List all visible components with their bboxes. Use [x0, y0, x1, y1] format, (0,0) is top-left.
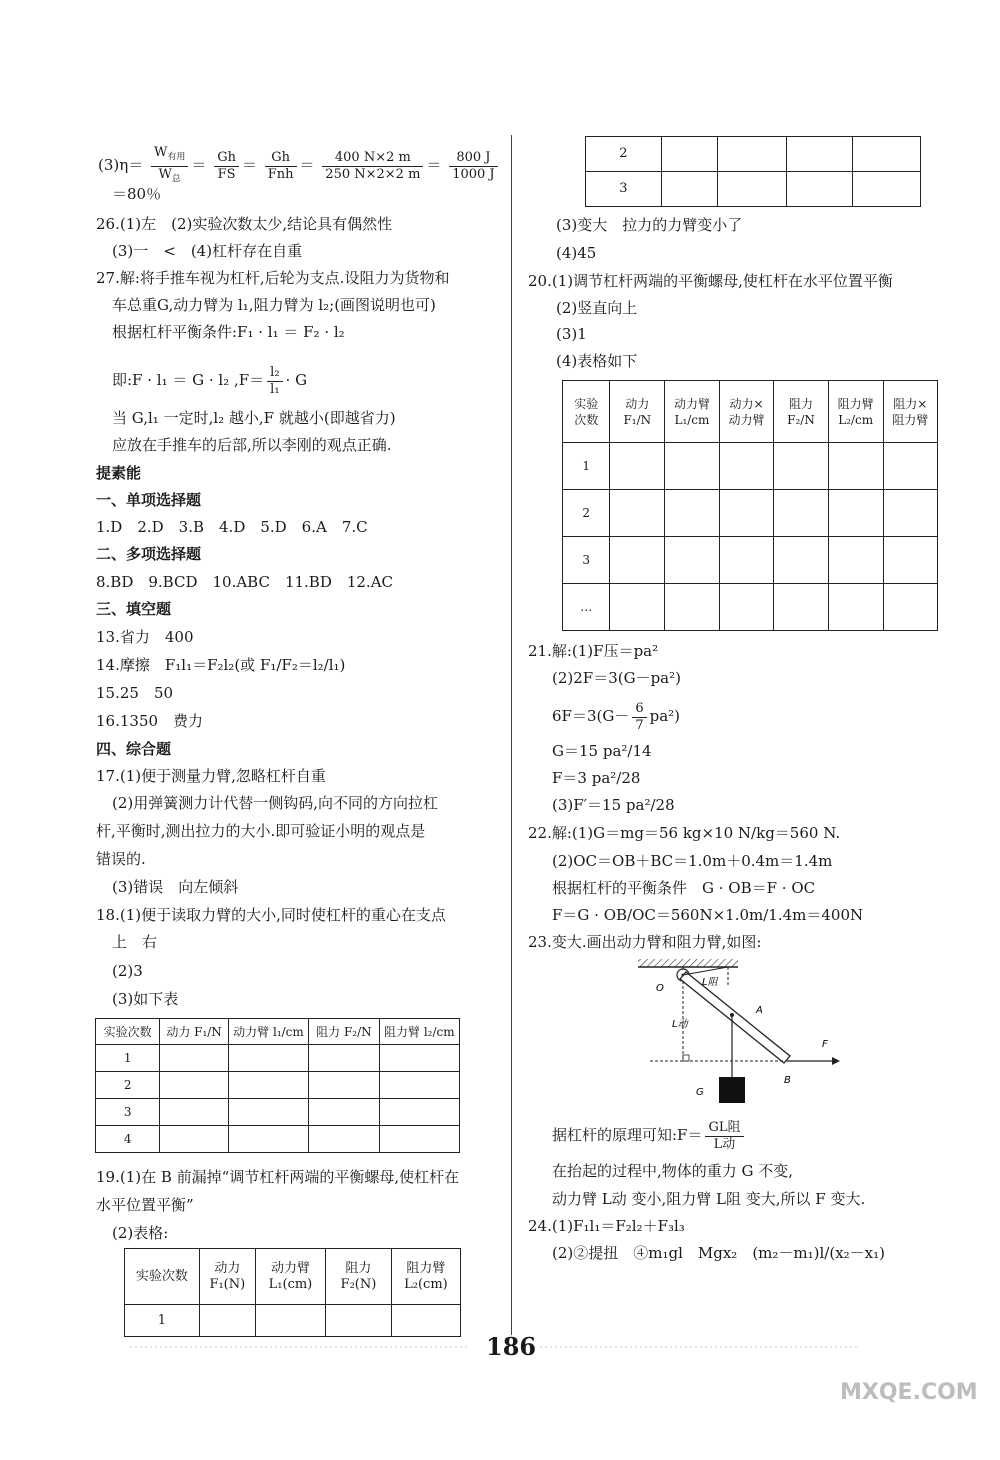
- answer-18-line4: (3)如下表: [112, 990, 179, 1008]
- table-cell: [719, 443, 773, 490]
- answer-20-line2: (2)竖直向上: [556, 299, 638, 317]
- table-row: [563, 537, 938, 584]
- l2-num: l₂: [267, 365, 282, 382]
- table-cell: [160, 1045, 228, 1072]
- table-18-header: 动力臂 l₁/cm: [228, 1019, 308, 1045]
- fraction-gh-fs: [214, 150, 239, 183]
- table-cell: 2: [563, 490, 610, 537]
- fnh: Fnh: [267, 166, 294, 182]
- answer-23-line4: 动力臂 L动 变小,阻力臂 L阻 变大,所以 F 变大.: [552, 1190, 866, 1208]
- table-row: [96, 1126, 460, 1153]
- glzu-num: GL阻: [705, 1120, 743, 1137]
- table-cell: [379, 1126, 459, 1153]
- table-cell: 3: [563, 537, 610, 584]
- table-18-header: 动力 F₁/N: [160, 1019, 228, 1045]
- weight-block: [719, 1077, 745, 1103]
- answer-23-formula: [552, 1115, 747, 1155]
- header-line: L₁/cm: [674, 412, 710, 427]
- table-19: [124, 1248, 461, 1337]
- table-cell: …: [563, 584, 610, 631]
- header-line: F₂/N: [787, 412, 815, 427]
- header-line: F₂(N): [340, 1276, 377, 1292]
- answer-21-line3: [552, 698, 680, 734]
- answer-19-line5: (4)45: [556, 244, 597, 262]
- answer-17-line4: 错误的.: [96, 850, 146, 868]
- table-cell: [309, 1072, 379, 1099]
- fraction-gh-fnh: [265, 150, 297, 183]
- table-cell: [309, 1126, 379, 1153]
- header-line: 阻力臂: [837, 396, 874, 411]
- label-ldong: L动: [672, 1019, 688, 1030]
- answer-18-line1: 18.(1)便于读取力臂的大小,同时使杠杆的重心在支点: [96, 906, 446, 924]
- answer-26-line2: (3)一 < (4)杠杆存在自重: [112, 242, 303, 260]
- table-cell: [379, 1045, 459, 1072]
- table-cell: [717, 137, 787, 172]
- header-line: 阻力: [789, 396, 814, 411]
- fraction-glzu-ldong: [705, 1120, 743, 1153]
- table-18-header: 阻力臂 l₂/cm: [379, 1019, 459, 1045]
- table-cell: [787, 137, 853, 172]
- header-line: 实验: [574, 396, 599, 411]
- table-cell: [828, 490, 883, 537]
- formula-part-a: 6F＝3(G－: [552, 707, 630, 725]
- table-cell: [160, 1099, 228, 1126]
- table-19-header: 实验次数: [125, 1249, 200, 1305]
- answer-27-line2: 车总重G,动力臂为 l₁,阻力臂为 l₂;(画图说明也可): [112, 296, 436, 314]
- fraction-energy: [449, 150, 497, 183]
- table-19-header: [199, 1249, 255, 1305]
- answer-18-line3: (2)3: [112, 962, 143, 980]
- answer-19-line4: (3)变大 拉力的力臂变小了: [556, 216, 743, 234]
- header-line: 阻力臂: [406, 1260, 446, 1276]
- seven-den: 7: [635, 717, 644, 733]
- header-line: L₁(cm): [268, 1276, 313, 1292]
- table-cell: [883, 443, 937, 490]
- header-line: 动力臂: [270, 1260, 310, 1276]
- table-cell: [610, 443, 665, 490]
- l1-den: l₁: [270, 381, 280, 397]
- fraction-values: [322, 150, 423, 183]
- answer-21-line6: (3)F′＝15 pa²/28: [552, 796, 675, 814]
- table-18-header: 阻力 F₂/N: [309, 1019, 379, 1045]
- table-cell: [610, 537, 665, 584]
- lever-diagram: [630, 955, 845, 1110]
- answer-27-line3: 根据杠杆平衡条件:F₁ · l₁ ＝ F₂ · l₂: [112, 323, 345, 341]
- watermark-text: MXQE.COM: [840, 1380, 978, 1405]
- table-cell: [883, 584, 937, 631]
- table-cell: [661, 137, 717, 172]
- multi-choice-answers: 8.BD 9.BCD 10.ABC 11.BD 12.AC: [96, 573, 394, 591]
- ceiling-hatch: [638, 959, 738, 967]
- table-cell: [883, 490, 937, 537]
- table-20-header: [665, 381, 720, 443]
- fs: FS: [217, 166, 236, 182]
- table-19-header: [255, 1249, 325, 1305]
- table-19-header: [391, 1249, 460, 1305]
- table-cell: [661, 172, 717, 207]
- answer-20-line3: (3)1: [556, 325, 587, 343]
- answer-22-line4: F＝G · OB/OC＝560N×1.0m/1.4m＝400N: [552, 906, 864, 924]
- answer-14: 14.摩擦 F₁l₁＝F₂l₂(或 F₁/F₂＝l₂/l₁): [96, 656, 346, 674]
- table-cell: [787, 172, 853, 207]
- section-heading-single-choice: 一、单项选择题: [96, 491, 202, 509]
- table-20-header-row: [563, 381, 938, 443]
- table-cell: [309, 1045, 379, 1072]
- table-cell: [199, 1305, 255, 1337]
- table-cell: [379, 1072, 459, 1099]
- table-cell: [325, 1305, 391, 1337]
- label-g: G: [696, 1087, 704, 1098]
- table-cell: [665, 584, 720, 631]
- answer-21-line4: G＝15 pa²/14: [552, 742, 652, 760]
- table-cell: 4: [96, 1126, 160, 1153]
- section-heading-comprehensive: 四、综合题: [96, 740, 172, 758]
- table-cell: [379, 1099, 459, 1126]
- table-cell: [883, 537, 937, 584]
- arm-line-lzu: [683, 967, 728, 975]
- energy-denominator: 1000 J: [452, 166, 495, 182]
- table-20-header: [610, 381, 665, 443]
- header-line: 动力臂: [673, 396, 710, 411]
- table-cell: [828, 537, 883, 584]
- table-cell: 1: [125, 1305, 200, 1337]
- table-row: [96, 1072, 460, 1099]
- table-cell: [774, 537, 829, 584]
- table-cell: [774, 490, 829, 537]
- eta-formula: (3)η＝ $\frac{W_{有用}}{W_总}$ ＝ $\frac{Gh}{FS}$ ＝ $\frac{Gh}{\text{Fnh}}$ ＝ $\frac{400 N\times 2 m}{250 N\times 2\times 2 m}$ ＝ $\frac{800 J}{1000 J}$: [98, 145, 501, 187]
- table-20-header: [883, 381, 937, 443]
- fraction-l2-l1: [267, 365, 282, 398]
- header-line: 动力臂: [728, 412, 765, 427]
- table-20-header: [828, 381, 883, 443]
- point-a-dot: [730, 1013, 734, 1017]
- w-bottom: W: [158, 166, 172, 182]
- answer-18-line2: 上 右: [112, 933, 158, 951]
- page-number: 186: [486, 1332, 537, 1361]
- answer-26-line1: 26.(1)左 (2)实验次数太少,结论具有偶然性: [96, 215, 393, 233]
- header-line: 阻力臂: [892, 412, 929, 427]
- table-row: [563, 443, 938, 490]
- header-line: 动力×: [729, 396, 764, 411]
- w-bottom-sub: 总: [171, 174, 181, 185]
- formula-part-a: 据杠杆的原理可知:F＝: [552, 1126, 703, 1144]
- answer-27-line6: 应放在手推车的后部,所以李刚的观点正确.: [112, 436, 392, 454]
- table-row: [125, 1305, 461, 1337]
- fraction-w: [151, 145, 188, 187]
- table-row: [563, 584, 938, 631]
- table-cell: [719, 537, 773, 584]
- answer-27-line1: 27.解:将手推车视为杠杆,后轮为支点.设阻力为货物和: [96, 269, 450, 287]
- formula-part-a: 即:F · l₁ ＝ G · l₂ ,F＝: [112, 371, 265, 389]
- answer-19-line2: 水平位置平衡”: [96, 1196, 194, 1214]
- table-cell: [853, 172, 921, 207]
- table-cell: [228, 1126, 308, 1153]
- answer-22-line3: 根据杠杆的平衡条件 G · OB＝F · OC: [552, 879, 816, 897]
- table-cell: [160, 1072, 228, 1099]
- section-heading-fill-blank: 三、填空题: [96, 600, 172, 618]
- table-cell: [255, 1305, 325, 1337]
- formula-prefix: (3)η＝: [98, 156, 144, 175]
- single-choice-answers: 1.D 2.D 3.B 4.D 5.D 6.A 7.C: [96, 518, 368, 536]
- table-cell: [228, 1099, 308, 1126]
- table-cell: [774, 443, 829, 490]
- table-cell: [610, 490, 665, 537]
- table-20-header: [774, 381, 829, 443]
- six-num: 6: [632, 701, 646, 718]
- table-row: [586, 172, 921, 207]
- w-top-sub: 有用: [167, 152, 186, 163]
- formula-part-b: pa²): [649, 707, 681, 725]
- answer-17-line1: 17.(1)便于测量力臂,忽略杠杆自重: [96, 767, 326, 785]
- table-cell: [828, 584, 883, 631]
- header-line: 阻力×: [893, 396, 928, 411]
- table-cell: [828, 443, 883, 490]
- table-row: [96, 1099, 460, 1126]
- table-20: [562, 380, 938, 631]
- gh: Gh: [214, 150, 239, 167]
- table-row: [96, 1045, 460, 1072]
- footer-decoration-left: [130, 1342, 470, 1352]
- answer-21-line5: F＝3 pa²/28: [552, 769, 641, 787]
- table-cell: [391, 1305, 460, 1337]
- table-cell: 2: [586, 137, 662, 172]
- table-cell: 2: [96, 1072, 160, 1099]
- table-cell: [853, 137, 921, 172]
- answer-22-line2: (2)OC＝OB＋BC＝1.0m＋0.4m＝1.4m: [552, 852, 833, 870]
- answer-19-line3: (2)表格:: [112, 1224, 169, 1242]
- table-cell: [774, 584, 829, 631]
- formula-part-b: · G: [285, 371, 308, 389]
- eta-result: ＝80％: [112, 185, 162, 203]
- table-18-header: 实验次数: [96, 1019, 160, 1045]
- header-line: 次数: [574, 412, 599, 427]
- right-angle-mark: [683, 1055, 689, 1061]
- table-cell: [309, 1099, 379, 1126]
- table-cell: [665, 490, 720, 537]
- answer-24-line2: (2)②提扭 ④m₁gl Mgx₂ (m₂－m₁)l/(x₂－x₁): [552, 1244, 885, 1262]
- answer-20-line4: (4)表格如下: [556, 352, 638, 370]
- table-cell: 3: [96, 1099, 160, 1126]
- answer-15: 15.25 50: [96, 684, 174, 702]
- table-19-header: [325, 1249, 391, 1305]
- table-cell: [719, 490, 773, 537]
- table-row: [586, 137, 921, 172]
- answer-17-line3: 杆,平衡时,测出拉力的大小.即可验证小明的观点是: [96, 822, 426, 840]
- header-line: 动力: [625, 396, 650, 411]
- answer-16: 16.1350 费力: [96, 712, 204, 730]
- header-line: F₁(N): [209, 1276, 246, 1292]
- answer-24-line1: 24.(1)F₁l₁＝F₂l₂＋F₃l₃: [528, 1217, 685, 1235]
- answer-13: 13.省力 400: [96, 628, 194, 646]
- table-cell: [228, 1045, 308, 1072]
- answer-21-line2: (2)2F＝3(G－pa²): [552, 669, 681, 687]
- header-line: 动力: [214, 1260, 241, 1276]
- header-line: L₂/cm: [838, 412, 874, 427]
- table-cell: 3: [586, 172, 662, 207]
- lever-bar: [680, 972, 790, 1063]
- fraction-six-sevenths: [632, 701, 646, 734]
- value-numerator: 400 N×2 m: [322, 150, 423, 167]
- answer-19-line1: 19.(1)在 B 前漏掉“调节杠杆两端的平衡螺母,使杠杆在: [96, 1168, 460, 1186]
- table-18-header-row: [96, 1019, 460, 1045]
- w-top: W: [154, 145, 168, 160]
- table-19-continued: [585, 136, 921, 207]
- table-18: [95, 1018, 460, 1153]
- footer-decoration-right: [540, 1342, 860, 1352]
- answer-17-line5: (3)错误 向左倾斜: [112, 878, 239, 896]
- answer-22-line1: 22.解:(1)G＝mg＝56 kg×10 N/kg＝560 N.: [528, 824, 841, 842]
- table-19-header-row: [125, 1249, 461, 1305]
- energy-numerator: 800 J: [449, 150, 497, 167]
- table-cell: [160, 1126, 228, 1153]
- answer-21-line1: 21.解:(1)F压＝pa²: [528, 642, 659, 660]
- answer-27-formula: [112, 362, 307, 398]
- label-o: O: [656, 983, 664, 994]
- header-line: 阻力: [345, 1260, 372, 1276]
- table-20-header: [719, 381, 773, 443]
- answer-20-line1: 20.(1)调节杠杆两端的平衡螺母,使杠杆在水平位置平衡: [528, 272, 893, 290]
- answer-23-line3: 在抬起的过程中,物体的重力 G 不变,: [552, 1162, 794, 1180]
- table-cell: [228, 1072, 308, 1099]
- table-20-header: [563, 381, 610, 443]
- value-denominator: 250 N×2×2 m: [325, 166, 421, 182]
- section-heading-tisuneng: 提素能: [96, 464, 142, 482]
- table-cell: [665, 443, 720, 490]
- section-heading-multi-choice: 二、多项选择题: [96, 545, 202, 563]
- ldong-den: L动: [713, 1136, 736, 1152]
- answer-17-line2: (2)用弹簧测力计代替一侧钩码,向不同的方向拉杠: [112, 794, 439, 812]
- table-cell: 1: [563, 443, 610, 490]
- gh2: Gh: [265, 150, 297, 167]
- table-cell: [665, 537, 720, 584]
- table-cell: 1: [96, 1045, 160, 1072]
- header-line: F₁/N: [623, 412, 652, 427]
- column-divider: [511, 135, 512, 1335]
- answer-23-line1: 23.变大.画出动力臂和阻力臂,如图:: [528, 933, 762, 951]
- label-f: F: [822, 1039, 828, 1050]
- label-b: B: [784, 1075, 791, 1086]
- force-arrow-head: [832, 1057, 840, 1065]
- table-cell: [610, 584, 665, 631]
- label-a: A: [756, 1005, 763, 1016]
- label-lzu: L阻: [702, 977, 718, 988]
- table-row: [563, 490, 938, 537]
- table-cell: [719, 584, 773, 631]
- header-line: L₂(cm): [404, 1276, 448, 1292]
- table-cell: [717, 172, 787, 207]
- answer-27-line5: 当 G,l₁ 一定时,l₂ 越小,F 就越小(即越省力): [112, 409, 396, 427]
